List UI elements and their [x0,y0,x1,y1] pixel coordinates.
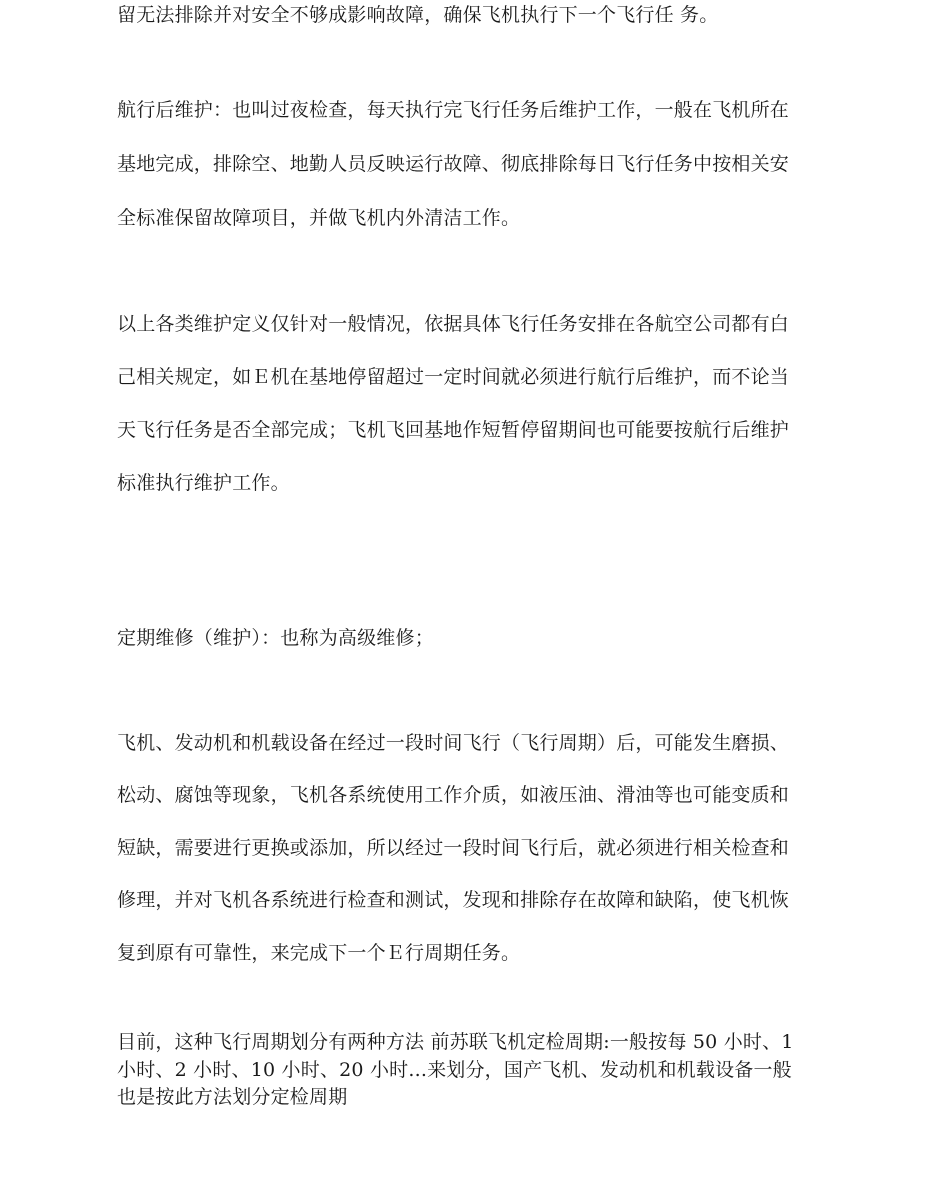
paragraph-1-line-1: 留无法排除并对安全不够成影响故障，确保飞机执行下一个飞行任 务。 [117,4,719,26]
paragraph-6-line-3: 也是按此方法划分定检周期 [117,1086,348,1108]
paragraph-5-line-4: 修理，并对飞机各系统进行检查和测试，发现和排除存在故障和缺陷，使飞机恢 [117,889,790,911]
paragraph-2-line-3: 全标准保留故障项目，并做飞机内外清洁工作。 [117,207,521,229]
paragraph-6-line-2: 小时、2 小时、10 小时、20 小时...来划分，国产飞机、发动机和机载设备一般 [117,1059,792,1081]
paragraph-3-line-1: 以上各类维护定义仅针对一般情况，依据具体飞行任务安排在各航空公司都有白 [117,313,790,335]
paragraph-6-line-1: 目前，这种飞行周期划分有两种方法 前苏联飞机定检周期:一般按每 50 小时、1 [117,1031,794,1053]
paragraph-5-line-5: 复到原有可靠性，来完成下一个Ｅ行周期任务。 [117,942,521,964]
paragraph-4-line-1: 定期维修（维护）：也称为高级维修； [117,627,434,649]
paragraph-3-line-4: 标准执行维护工作。 [117,472,290,494]
paragraph-3-line-2: 己相关规定，如Ｅ机在基地停留超过一定时间就必须进行航行后维护，而不论当 [117,366,790,388]
paragraph-5-line-3: 短缺，需要进行更换或添加，所以经过一段时间飞行后，就必须进行相关检查和 [117,837,790,859]
paragraph-5-line-1: 飞机、发动机和机载设备在经过一段时间飞行（飞行周期）后，可能发生磨损、 [117,732,790,754]
paragraph-2-line-2: 基地完成，排除空、地勤人员反映运行故障、彻底排除每日飞行任务中按相关安 [117,153,790,175]
paragraph-2-line-1: 航行后维护：也叫过夜检查，每天执行完飞行任务后维护工作，一般在飞机所在 [117,99,790,121]
paragraph-3-line-3: 天飞行任务是否全部完成；飞机飞回基地作短暂停留期间也可能要按航行后维护 [117,419,790,441]
paragraph-5-line-2: 松动、腐蚀等现象，飞机各系统使用工作介质，如液压油、滑油等也可能变质和 [117,784,790,806]
